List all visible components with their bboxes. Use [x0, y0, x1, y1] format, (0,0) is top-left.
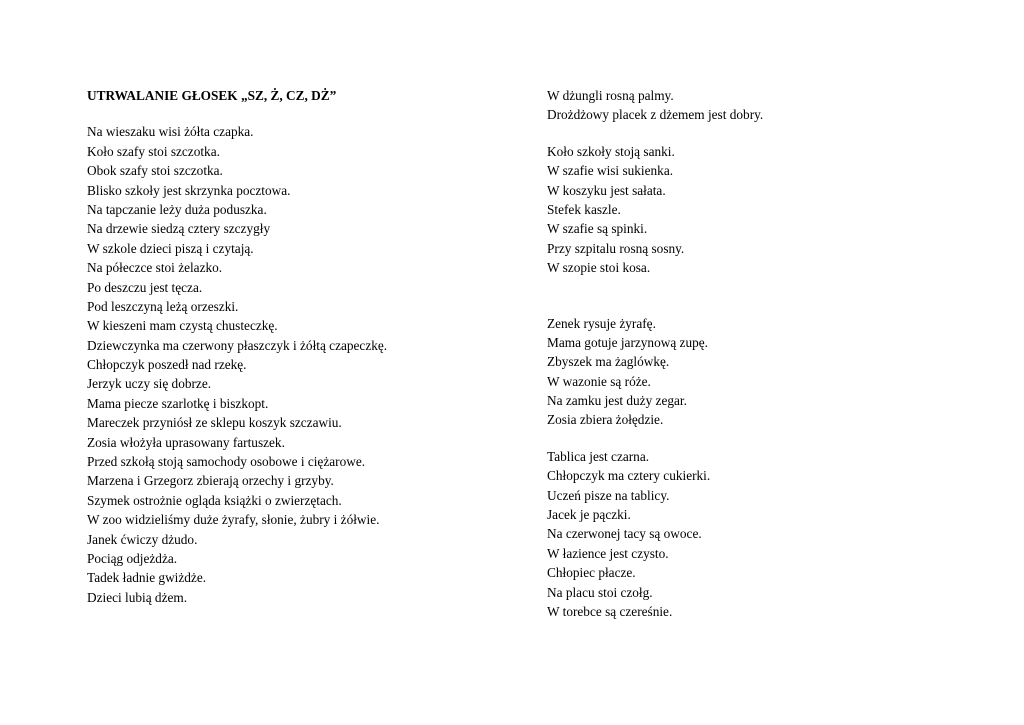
- sentence-line: Przed szkołą stoją samochody osobowe i ciężarowe.: [87, 454, 366, 470]
- sentence-line: Pociąg odjeżdża.: [87, 550, 178, 566]
- sentence-line: Koło szafy stoi szczotka.: [87, 143, 220, 159]
- sentence-line: Na czerwonej tacy są owoce.: [547, 526, 702, 542]
- sentence-line: Pod leszczyną leżą orzeszki.: [87, 298, 239, 314]
- right-sentence-block-1: [547, 86, 967, 125]
- sentence-line: Marzena i Grzegorz zbierają orzechy i grzyby.: [87, 473, 334, 489]
- left-sentence-list: [87, 122, 507, 607]
- sentence-line: W kieszeni mam czystą chusteczkę.: [87, 318, 278, 334]
- sentence-line: Tadek ładnie gwiżdże.: [87, 570, 207, 586]
- sentence-line: Koło szkoły stoją sanki.: [547, 143, 675, 159]
- sentence-line: Zenek rysuje żyrafę.: [547, 315, 656, 331]
- sentence-line: W szopie stoi kosa.: [547, 260, 651, 276]
- sentence-line: Uczeń pisze na tablicy.: [547, 487, 670, 503]
- sentence-line: Stefek kaszle.: [547, 201, 621, 217]
- sentence-line: Jacek je pączki.: [547, 507, 631, 523]
- sentence-line: Jerzyk uczy się dobrze.: [87, 376, 212, 392]
- left-column: [87, 86, 507, 607]
- sentence-line: W koszyku jest sałata.: [547, 182, 666, 198]
- sentence-line: Zosia zbiera żołędzie.: [547, 412, 664, 428]
- sentence-line: W dżungli rosną palmy.: [547, 88, 674, 103]
- right-sentence-block-2: [547, 142, 967, 278]
- sentence-line: W łazience jest czysto.: [547, 545, 669, 561]
- sentence-line: Dziewczynka ma czerwony płaszczyk i żółtą czapeczkę.: [87, 337, 388, 353]
- sentence-line: Na placu stoi czołg.: [547, 584, 653, 600]
- document-title: UTRWALANIE GŁOSEK „SZ, Ż, CZ, DŻ”: [87, 88, 337, 103]
- sentence-line: Blisko szkoły jest skrzynka pocztowa.: [87, 182, 291, 198]
- sentence-line: Chłopiec płacze.: [547, 565, 636, 581]
- sentence-line: Chłopczyk poszedł nad rzekę.: [87, 357, 247, 373]
- sentence-line: W zoo widzieliśmy duże żyrafy, słonie, żubry i żółwie.: [87, 512, 380, 528]
- sentence-line: Drożdżowy placek z dżemem jest dobry.: [547, 107, 764, 123]
- sentence-line: Chłopczyk ma cztery cukierki.: [547, 468, 711, 484]
- sentence-line: Na tapczanie leży duża poduszka.: [87, 201, 267, 217]
- sentence-line: W wazonie są róże.: [547, 373, 651, 389]
- sentence-line: Zosia włożyła uprasowany fartuszek.: [87, 434, 285, 450]
- sentence-line: Dzieci lubią dżem.: [87, 589, 188, 605]
- right-column: [547, 86, 967, 621]
- sentence-line: W torebce są czereśnie.: [547, 603, 673, 619]
- sentence-line: Na półeczce stoi żelazko.: [87, 260, 223, 276]
- sentence-line: Mama piecze szarlotkę i biszkopt.: [87, 395, 269, 411]
- sentence-line: Na drzewie siedzą cztery szczygły: [87, 221, 271, 237]
- right-sentence-block-4: [547, 447, 967, 622]
- sentence-line: Na zamku jest duży zegar.: [547, 393, 687, 409]
- sentence-line: W szafie wisi sukienka.: [547, 163, 674, 179]
- sentence-line: Zbyszek ma żaglówkę.: [547, 354, 670, 370]
- sentence-line: Mama gotuje jarzynową zupę.: [547, 334, 708, 350]
- sentence-line: Na wieszaku wisi żółta czapka.: [87, 124, 254, 140]
- sentence-line: Przy szpitalu rosną sosny.: [547, 240, 685, 256]
- sentence-line: W szafie są spinki.: [547, 221, 648, 237]
- sentence-line: Po deszczu jest tęcza.: [87, 279, 203, 295]
- right-sentence-block-3: [547, 314, 967, 430]
- sentence-line: Szymek ostrożnie ogląda książki o zwierzętach.: [87, 492, 342, 508]
- sentence-line: W szkole dzieci piszą i czytają.: [87, 240, 254, 256]
- sentence-line: Mareczek przyniósł ze sklepu koszyk szczawiu.: [87, 415, 342, 431]
- sentence-line: Tablica jest czarna.: [547, 448, 650, 464]
- sentence-line: Obok szafy stoi szczotka.: [87, 163, 223, 179]
- sentence-line: Janek ćwiczy dżudo.: [87, 531, 198, 547]
